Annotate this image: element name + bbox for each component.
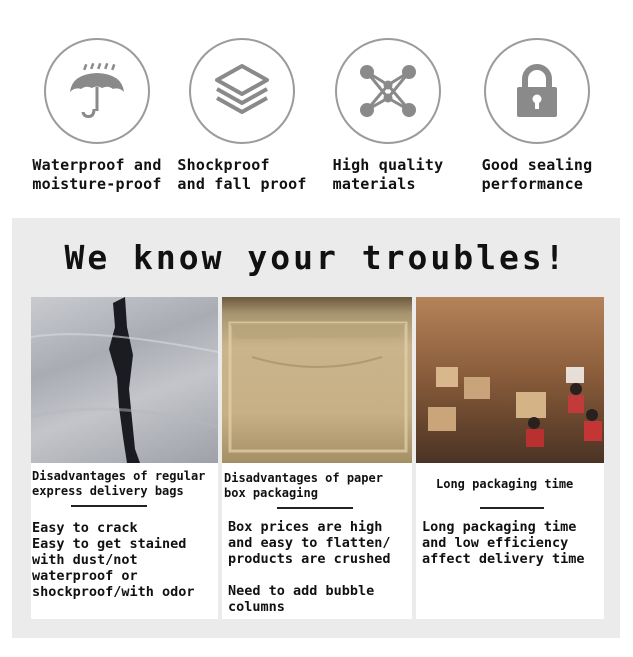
trouble-body: Long packaging time and low efficiency affect delivery time [422,519,585,567]
trouble-body: Easy to crack Easy to get stained with dust/not waterproof or shockproof/with odor [32,520,195,600]
trouble-heading: Disadvantages of paper box packaging [224,471,383,500]
lock-icon [504,58,570,124]
trouble-text-box [31,463,218,619]
trouble-heading: Long packaging time [436,477,574,491]
feature-label: Shockproof and fall proof [177,156,307,193]
divider [277,507,353,509]
feature-circle [44,38,150,144]
feature-label: Waterproof and moisture-proof [32,156,162,193]
network-icon [355,58,421,124]
feature-waterproof [22,38,172,194]
feature-circle [335,38,441,144]
warehouse-photo [416,297,604,463]
trouble-text-box [222,463,412,619]
layers-icon [209,58,275,124]
trouble-body: Box prices are high and easy to flatten/ products are crushed Need to add bubble columns [228,519,391,615]
features-row [0,0,633,200]
feature-label: High quality materials [332,156,444,193]
trouble-column-bags [31,297,218,619]
trouble-text-box [416,463,604,619]
trouble-column-boxes [222,297,412,619]
torn-bag-photo [31,297,218,463]
trouble-heading: Disadvantages of regular express delivery bags [32,469,206,498]
feature-circle [189,38,295,144]
divider [71,505,147,507]
feature-quality [313,38,463,194]
feature-circle [484,38,590,144]
divider [480,507,544,509]
crushed-box-photo [222,297,412,463]
feature-label: Good sealing performance [481,156,593,193]
trouble-column-time [416,297,604,619]
umbrella-icon [64,58,130,124]
feature-shockproof [167,38,317,194]
feature-sealing [462,38,612,194]
troubles-title: We know your troubles! [64,238,568,277]
troubles-panel [12,218,620,638]
